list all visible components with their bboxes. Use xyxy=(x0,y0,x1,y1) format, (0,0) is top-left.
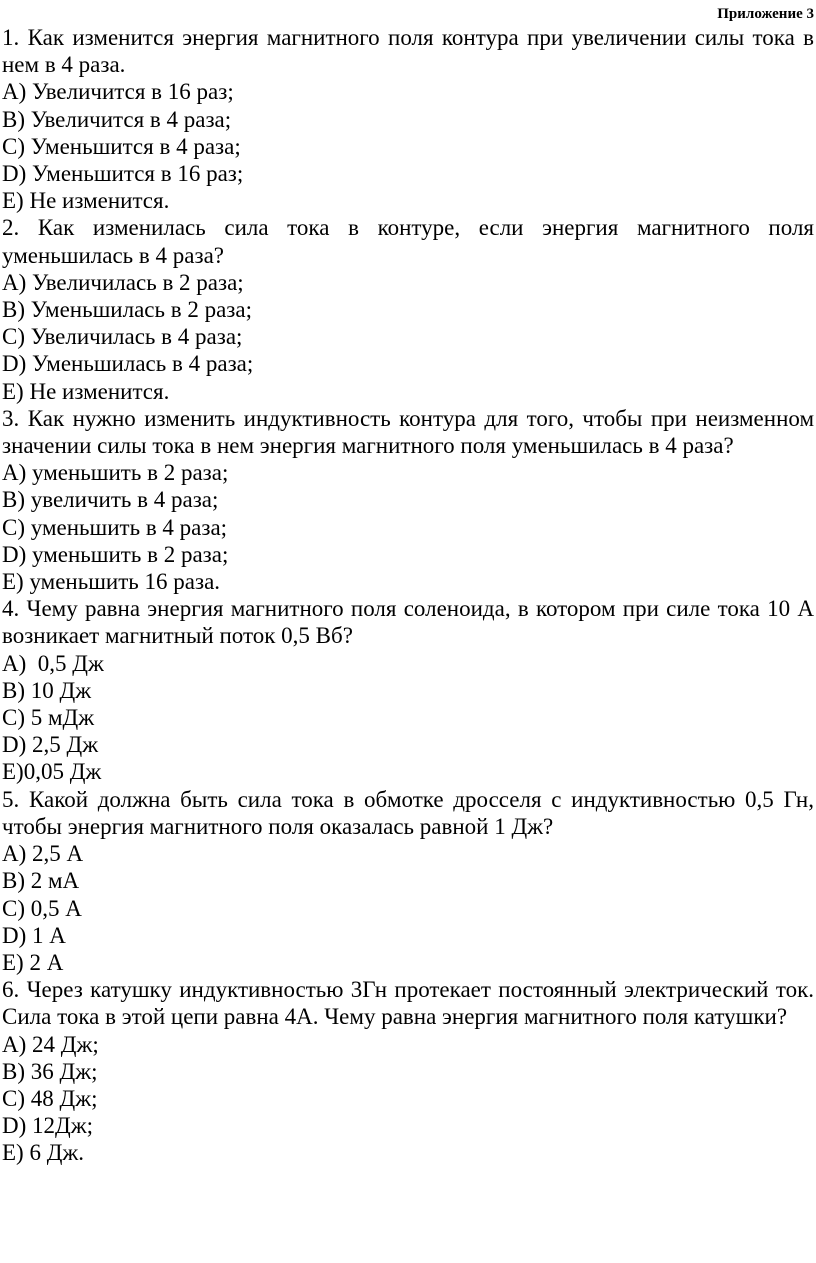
answer-option-a: А) уменьшить в 2 раза; xyxy=(2,460,229,486)
question-2 xyxy=(2,214,816,404)
question-6 xyxy=(2,976,816,1166)
answer-option-e: Е)0,05 Дж xyxy=(2,759,102,785)
appendix-label: Приложение 3 xyxy=(717,6,814,22)
answer-option-e: Е) 2 А xyxy=(2,949,64,975)
answer-option-c: С) уменьшить в 4 раза; xyxy=(2,514,228,540)
question-3 xyxy=(2,405,816,595)
answer-option-b: В) 36 Дж; xyxy=(2,1058,98,1084)
answer-option-c: С) 0,5 А xyxy=(2,895,82,921)
question-1 xyxy=(2,24,816,214)
answer-option-d: D) 1 А xyxy=(2,922,66,948)
answer-option-a: А) 24 Дж; xyxy=(2,1031,99,1057)
answer-option-a: А) 0,5 Дж xyxy=(2,650,104,676)
answer-option-c: С) Уменьшится в 4 раза; xyxy=(2,133,241,159)
answer-option-b: В) Увеличится в 4 раза; xyxy=(2,106,232,132)
question-text: 2. Как изменилась сила тока в контуре, если энергия магнитного поля уменьшилась в 4 раза? xyxy=(2,215,814,268)
question-text: 1. Как изменится энергия магнитного поля контура при увеличении силы тока в нем в 4 раза. xyxy=(2,25,814,78)
question-text: 6. Через катушку индуктивностью 3Гн протекает постоянный электрический ток. Сила тока в этой цепи равна 4А. Чему равна энергия магнитного поля катушки? xyxy=(2,977,814,1030)
answer-option-c: С) 5 мДж xyxy=(2,705,95,731)
answer-option-c: С) 48 Дж; xyxy=(2,1085,98,1111)
answer-option-b: В) Уменьшилась в 2 раза; xyxy=(2,297,252,323)
answer-option-d: D) Уменьшится в 16 раз; xyxy=(2,161,244,187)
answer-option-e: Е) уменьшить 16 раза. xyxy=(2,569,221,595)
answer-option-e: Е) Не изменится. xyxy=(2,188,170,214)
answer-option-c: С) Увеличилась в 4 раза; xyxy=(2,324,243,350)
answer-option-d: D) 12Дж; xyxy=(2,1113,93,1139)
answer-option-a: А) 2,5 А xyxy=(2,841,84,867)
answer-option-d: D) Уменьшилась в 4 раза; xyxy=(2,351,254,377)
question-text: 3. Как нужно изменить индуктивность контура для того, чтобы при неизменном значении силы тока в нем энергия магнитного поля уменьшилась в 4 раза? xyxy=(2,405,814,459)
question-5 xyxy=(2,786,816,976)
question-4 xyxy=(2,595,816,785)
answer-option-b: В) увеличить в 4 раза; xyxy=(2,487,219,513)
answer-option-e: Е) 6 Дж. xyxy=(2,1140,85,1166)
answer-option-b: В) 10 Дж xyxy=(2,677,92,703)
answer-option-e: Е) Не изменится. xyxy=(2,378,170,404)
answer-option-d: D) уменьшить в 2 раза; xyxy=(2,541,229,567)
answer-option-a: А) Увеличится в 16 раз; xyxy=(2,79,234,105)
question-text: 5. Какой должна быть сила тока в обмотке дросселя с индуктивностью 0,5 Гн, чтобы энергия магнитного поля оказалась равной 1 Дж? xyxy=(2,786,814,839)
answer-option-d: D) 2,5 Дж xyxy=(2,732,99,758)
answer-option-a: А) Увеличилась в 2 раза; xyxy=(2,269,244,295)
question-text: 4. Чему равна энергия магнитного поля соленоида, в котором при силе тока 10 А возникает магнитный поток 0,5 Вб? xyxy=(2,596,814,649)
answer-option-b: В) 2 мА xyxy=(2,868,80,894)
